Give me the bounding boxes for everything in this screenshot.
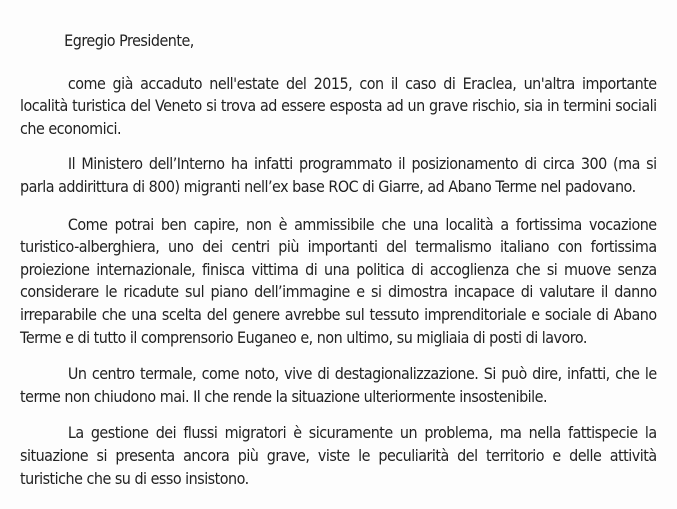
letter-paragraph-2: Il Ministero dell’Interno ha infatti programmato il posizionamento di circa 300 (ma si parla addirittura di 800) migranti nell’ex base ROC di Giarre, ad Abano Terme nel padovano.	[20, 155, 657, 196]
letter-greeting: Egregio Presidente,	[64, 32, 194, 50]
letter-body	[20, 30, 657, 504]
letter-paragraph-3: Come potrai ben capire, non è ammissibile che una località a fortissima vocazione turistico-alberghiera, uno dei centri più importanti del termalismo italiano con fortissima proiezione internazionale, finisca vittima di una politica di accoglienza che si muove senza considerare le ricadute sul piano dell’immagine e si dimostra incapace di valutare il danno irreparabile che una scelta del genere avrebbe sul tessuto imprenditoriale e sociale di Abano Terme e di tutto il comprensorio Euganeo e, non ultimo, su migliaia di posti di lavoro.	[20, 215, 657, 347]
letter-paragraph-4: Un centro termale, come noto, vive di destagionalizzazione. Si può dire, infatti, che le terme non chiudono mai. Il che rende la situazione ulteriormente insostenibile.	[20, 365, 657, 406]
letter-paragraph-1: come già accaduto nell'estate del 2015, con il caso di Eraclea, un'altra importante località turistica del Veneto si trova ad essere esposta ad un grave rischio, sia in termini sociali che economici.	[20, 74, 657, 138]
letter-paragraph-5: La gestione dei flussi migratori è sicuramente un problema, ma nella fattispecie la situazione si presenta ancora più grave, viste le peculiarità del territorio e delle attività turistiche che su di esso insistono.	[20, 424, 657, 488]
